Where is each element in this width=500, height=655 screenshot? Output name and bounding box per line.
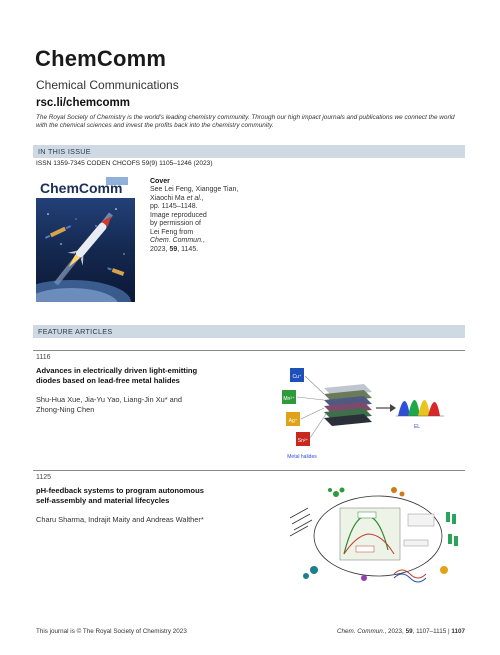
article-1-rule — [33, 350, 465, 351]
article-2-authors: Charu Sharma, Indrajit Maity and Andreas Walther* — [36, 515, 204, 524]
cover-credit-line-7: Chem. Commun., — [150, 237, 205, 244]
ion-label-1: Cu⁺ — [292, 374, 302, 380]
cover-label: Cover — [150, 178, 170, 185]
cover-image — [36, 174, 135, 302]
feature-articles-bar: FEATURE ARTICLES — [33, 325, 465, 338]
footer-copyright: This journal is © The Royal Society of Chemistry 2023 — [36, 628, 187, 635]
footer-citation: Chem. Commun., 2023, 59, 1107–1115 | 1107 — [336, 628, 465, 635]
article-2-rule — [33, 470, 465, 471]
in-this-issue-bar: IN THIS ISSUE — [33, 145, 465, 158]
cover-credit-line-4: Image reproduced — [150, 211, 207, 219]
article-2-page[interactable]: 1125 — [36, 474, 52, 481]
cover-credit-line-8: 2023, 59, 1145. — [150, 245, 199, 253]
article-1-graphic — [272, 366, 472, 464]
article-2-graphic — [284, 484, 470, 589]
cover-credit-line-6: Lei Feng from — [150, 228, 194, 236]
cover-credit-line-5: by permission of — [150, 220, 201, 227]
article-1-title[interactable]: Advances in electrically driven light-emitting diodes based on lead-free metal halides — [36, 366, 198, 385]
cover-mini-title: ChemComm — [40, 180, 123, 196]
article-2-title[interactable]: pH-feedback systems to program autonomous self-assembly and material lifecycles — [36, 486, 204, 505]
journal-blurb: The Royal Society of Chemistry is the world’s leading chemistry community. Through our high impact journals and publications we connect the world with the chemical sciences and invest the profits back into the chemistry community. — [36, 114, 455, 129]
journal-subtitle: Chemical Communications — [36, 78, 179, 92]
issn-line: ISSN 1359-7345 CODEN CHCOFS 59(9) 1105–1246 (2023) — [36, 160, 213, 167]
journal-title: ChemComm — [35, 46, 167, 71]
cover-credit — [150, 186, 270, 254]
metal-halides-caption: Metal halides — [287, 454, 317, 460]
cover-credit-line-1: See Lei Feng, Xiangge Tian, — [150, 186, 239, 193]
journal-url[interactable]: rsc.li/chemcomm — [36, 97, 130, 109]
cover-credit-line-3: pp. 1145–1148. — [150, 203, 198, 210]
cover-credit-line-2: Xiaochi Ma et al., — [150, 194, 204, 202]
el-label: EL — [413, 424, 421, 430]
ion-label-2: Mn²⁺ — [283, 396, 295, 402]
ion-label-3: Ag⁺ — [288, 418, 298, 424]
article-1-page[interactable]: 1116 — [36, 354, 51, 361]
article-1-authors: Shu-Hua Xue, Jia-Yu Yao, Liang-Jin Xu* and Zhong-Ning Chen — [36, 395, 182, 414]
ion-label-4: Sn²⁺ — [297, 438, 309, 444]
